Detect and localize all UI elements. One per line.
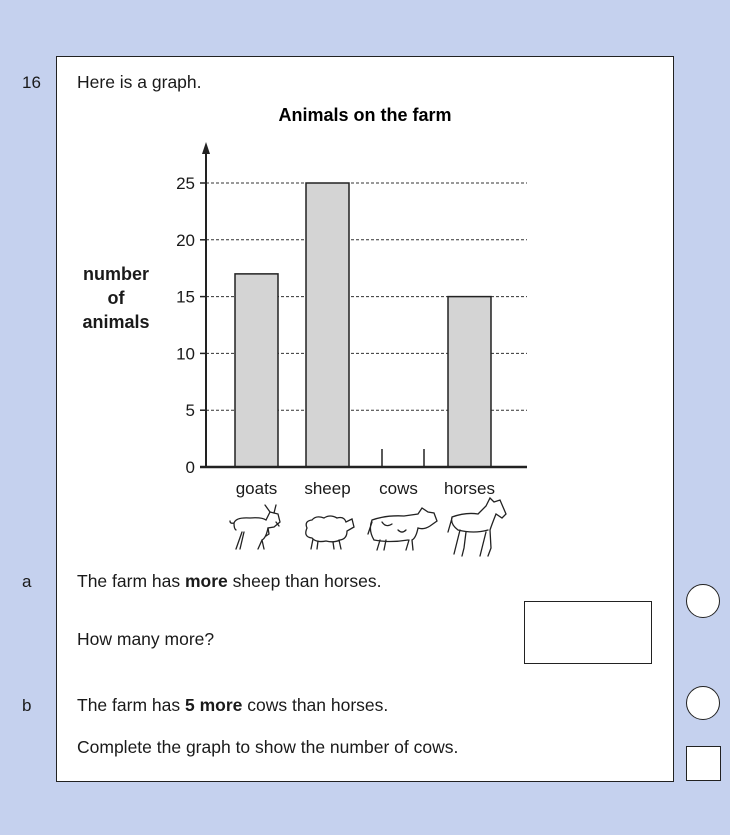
horse-icon bbox=[448, 498, 506, 556]
y-tick-label-25: 25 bbox=[176, 174, 195, 193]
mark-circle-b bbox=[686, 686, 720, 720]
chart-title: Animals on the farm bbox=[278, 105, 452, 125]
part-a-label: a bbox=[22, 572, 32, 591]
part-a-question: How many more? bbox=[77, 629, 215, 649]
bar-sheep bbox=[306, 183, 349, 467]
y-tick-label-10: 10 bbox=[176, 344, 195, 364]
sheep-icon bbox=[306, 516, 354, 549]
x-labels bbox=[236, 479, 495, 498]
cow-icon bbox=[368, 508, 437, 550]
y-ticks bbox=[176, 174, 206, 477]
part-a-statement: The farm has more sheep than horses. bbox=[77, 571, 382, 591]
y-tick-label-5: 5 bbox=[185, 401, 195, 421]
bars bbox=[235, 183, 491, 467]
bar-goats bbox=[235, 274, 278, 467]
x-label-cows: cows bbox=[379, 479, 418, 498]
goat-icon bbox=[230, 505, 280, 549]
x-label-goats: goats bbox=[235, 479, 278, 498]
y-tick-label-15: 15 bbox=[176, 287, 195, 307]
cow-bar-guides bbox=[382, 449, 424, 467]
y-tick-label-0: 0 bbox=[185, 458, 195, 477]
part-b-label: b bbox=[22, 696, 32, 715]
y-axis-arrow bbox=[202, 142, 210, 154]
question-intro: Here is a graph. bbox=[77, 72, 202, 92]
mark-circle-a bbox=[686, 584, 720, 618]
mark-square bbox=[686, 746, 721, 781]
y-tick-label-20: 20 bbox=[176, 230, 195, 250]
question-number: 16 bbox=[22, 73, 41, 92]
part-b-instruction: Complete the graph to show the number of cows. bbox=[77, 737, 459, 757]
part-b-statement: The farm has 5 more cows than horses. bbox=[77, 695, 389, 715]
answer-box[interactable] bbox=[524, 601, 652, 664]
y-axis-label: number of animals bbox=[82, 264, 150, 332]
x-label-horses: horses bbox=[443, 479, 496, 498]
bar-horses bbox=[448, 297, 491, 467]
x-label-sheep: sheep bbox=[304, 479, 351, 498]
